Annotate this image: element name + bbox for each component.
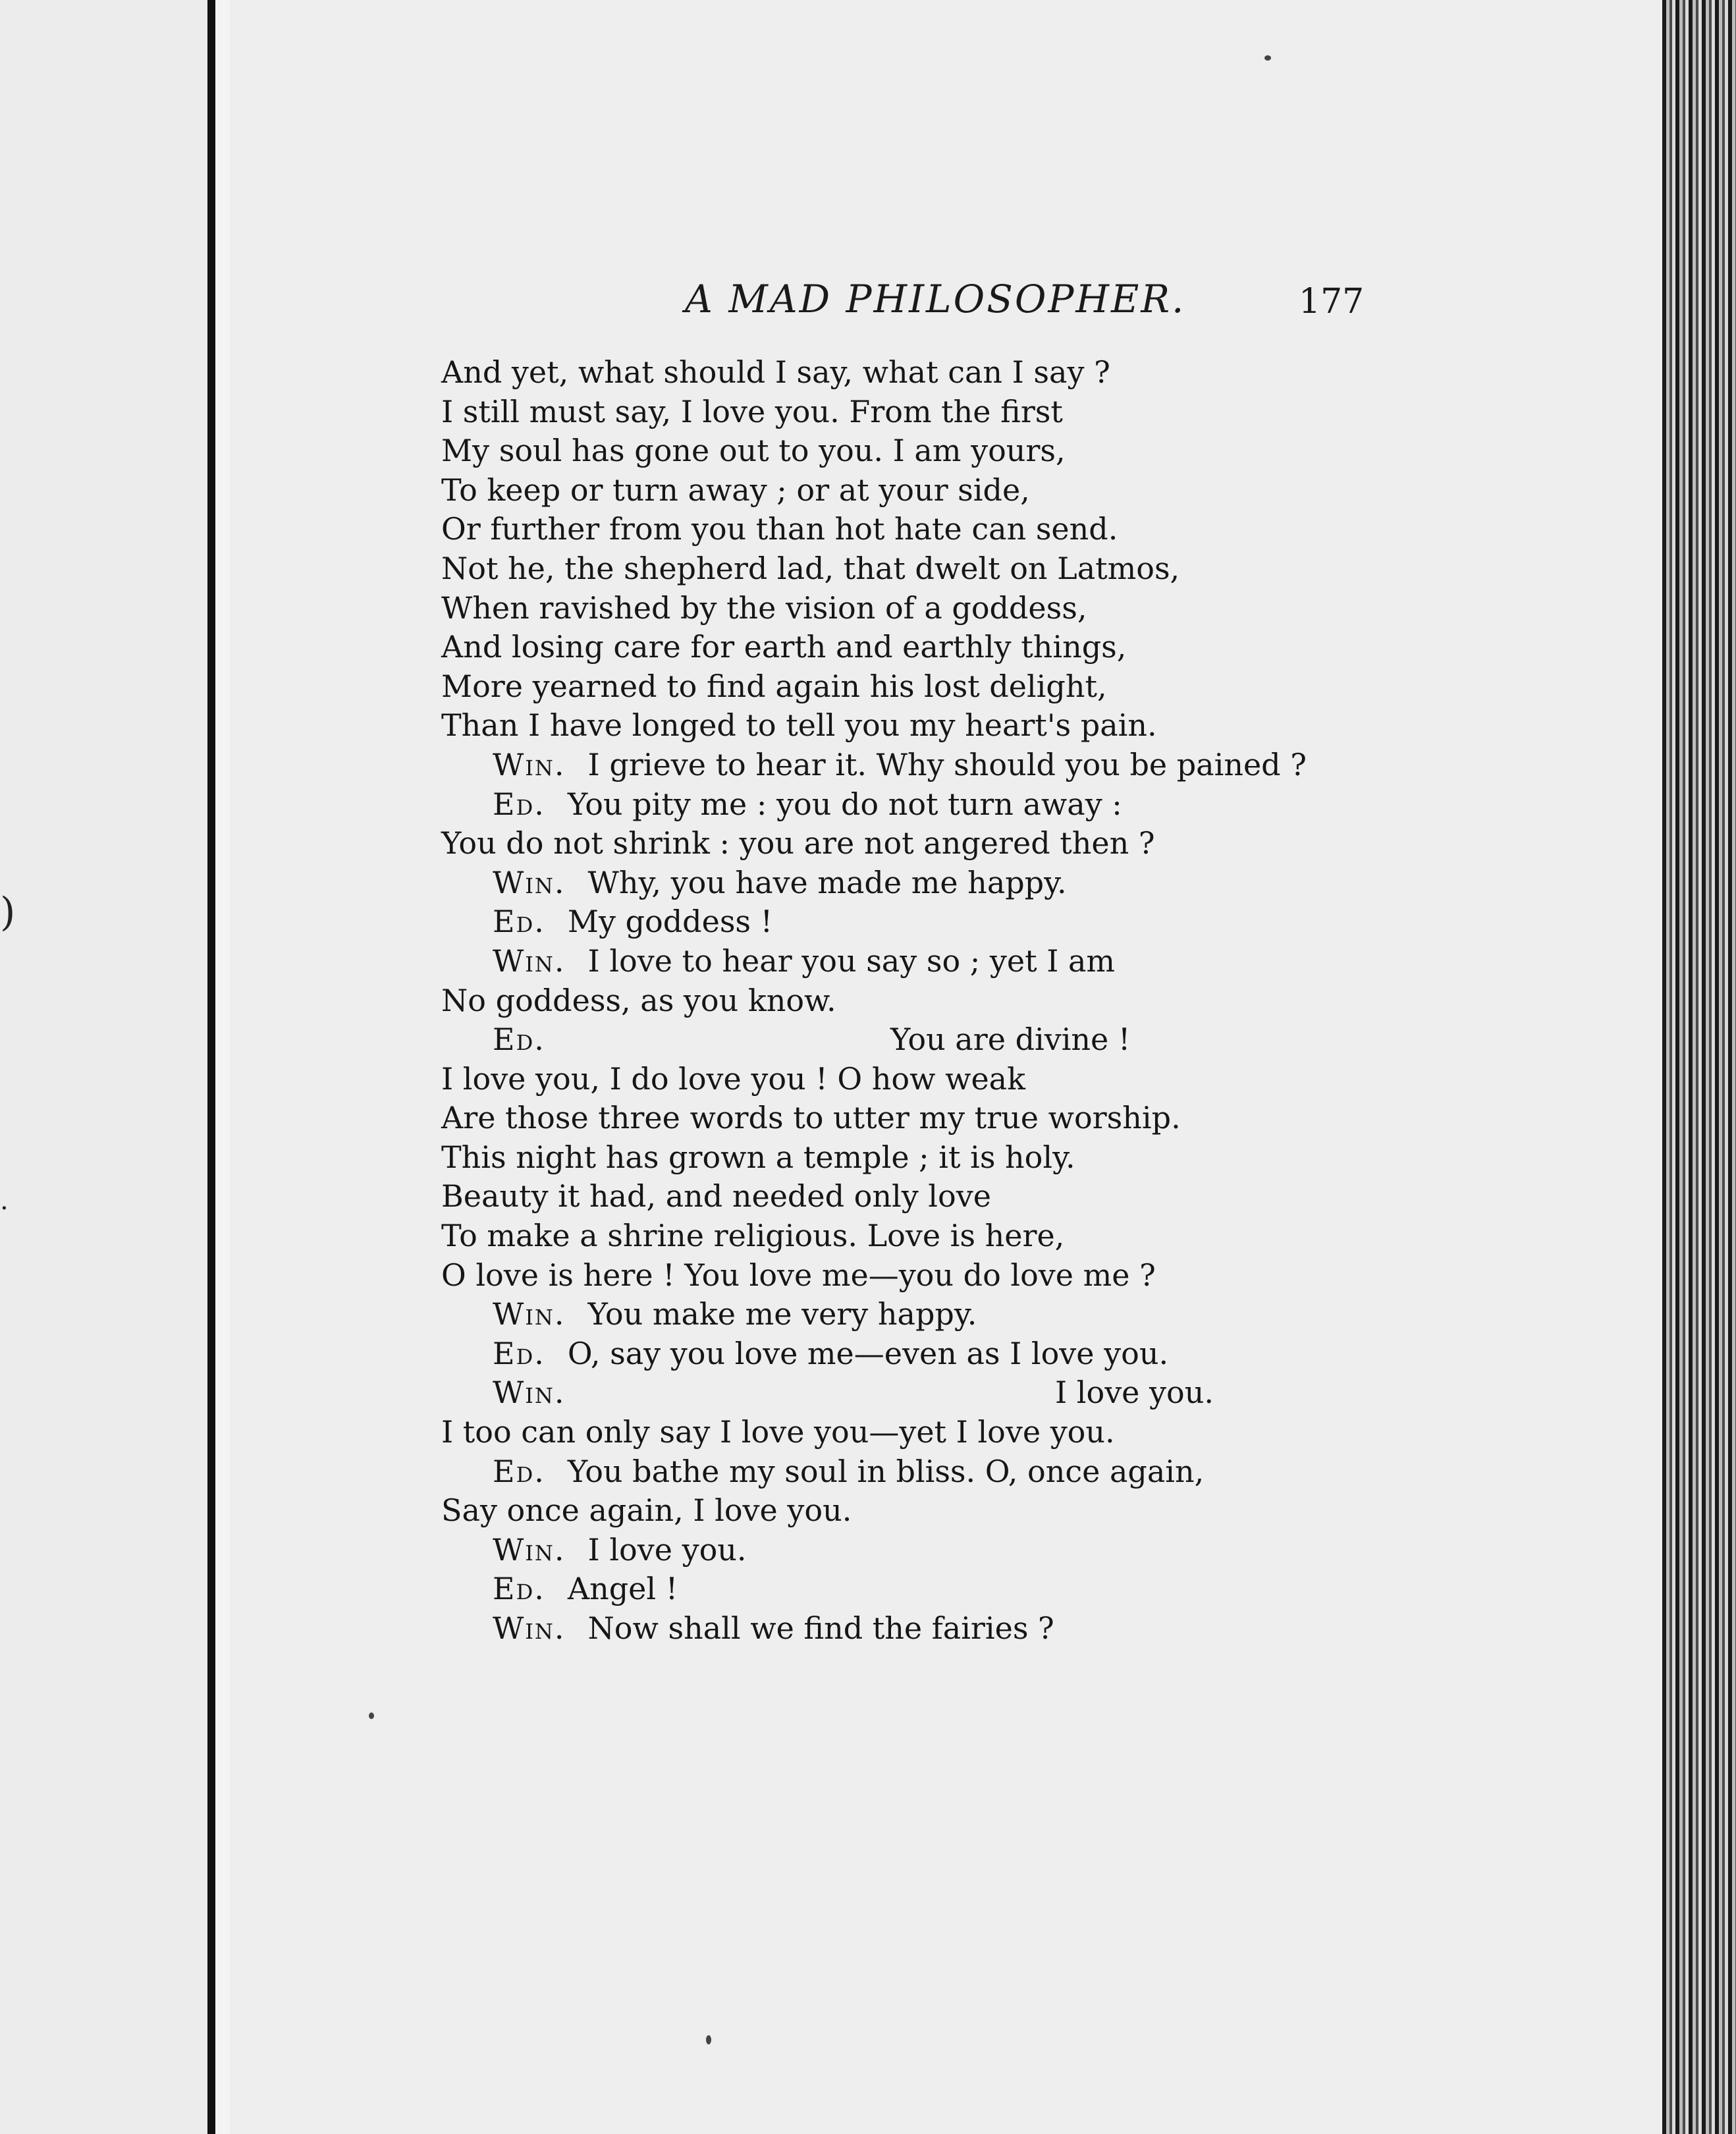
verse-line [441, 1099, 1376, 1138]
page-number: 177 [1299, 282, 1365, 321]
line-text: No goddess, as you know. [441, 982, 836, 1018]
speaker-name: Ed. [493, 1335, 545, 1371]
verse-line [441, 1413, 1376, 1452]
line-text: To make a shrine religious. Love is here, [441, 1218, 1065, 1254]
line-text: Say once again, I love you. [441, 1492, 852, 1529]
speaker-name: Win. [493, 1375, 566, 1411]
line-text: And losing care for earth and earthly things, [441, 629, 1127, 665]
verse-text [441, 353, 1376, 1649]
scan-speck [1264, 55, 1271, 61]
line-text: More yearned to find again his lost delight, [441, 668, 1107, 704]
speaker-name: Win. [493, 1610, 566, 1646]
line-text-continued: You are divine ! [890, 1022, 1131, 1058]
verse-line [441, 981, 1376, 1021]
verse-line [441, 471, 1376, 510]
line-text: Are those three words to utter my true worship. [441, 1100, 1181, 1136]
verse-line [441, 824, 1376, 863]
line-text: Now shall we find the fairies ? [587, 1610, 1054, 1646]
line-text: This night has grown a temple ; it is holy. [441, 1139, 1075, 1175]
speaker-name: Ed. [493, 1571, 545, 1607]
dialogue-line [441, 1531, 1376, 1570]
line-text: I too can only say I love you—yet I love you. [441, 1414, 1115, 1450]
verse-line [441, 393, 1376, 432]
dialogue-line [441, 1295, 1376, 1334]
scan-speck [706, 2035, 711, 2044]
gutter [215, 0, 230, 2134]
dialogue-line [441, 863, 1376, 903]
line-text: You make me very happy. [587, 1296, 977, 1332]
line-text: Why, you have made me happy. [587, 864, 1067, 900]
left-margin-dot: . [0, 1186, 9, 1216]
left-page-edge [0, 0, 215, 2134]
line-text: I love to hear you say so ; yet I am [587, 943, 1116, 979]
line-text: You bathe my soul in bliss. O, once again, [567, 1453, 1205, 1489]
verse-line [441, 510, 1376, 549]
speaker-name: Win. [493, 864, 566, 900]
speaker-name: Win. [493, 746, 566, 782]
line-text: When ravished by the vision of a goddess, [441, 589, 1087, 626]
line-text: I grieve to hear it. Why should you be pained ? [587, 746, 1307, 782]
dialogue-line [441, 902, 1376, 942]
verse-line [441, 706, 1376, 746]
verse-line [441, 589, 1376, 628]
line-text: I still must say, I love you. From the first [441, 393, 1063, 429]
line-text: You do not shrink : you are not angered then ? [441, 825, 1155, 862]
speaker-name: Win. [493, 1531, 566, 1568]
verse-line [441, 1491, 1376, 1531]
line-text: My goddess ! [567, 904, 773, 940]
dialogue-line [441, 746, 1376, 785]
verse-line [441, 1138, 1376, 1178]
line-text: I love you. [587, 1531, 747, 1568]
speaker-name: Ed. [493, 1453, 545, 1489]
line-text: O, say you love me—even as I love you. [567, 1335, 1169, 1371]
line-text: O love is here ! You love me—you do love me ? [441, 1257, 1156, 1293]
verse-line [441, 1177, 1376, 1217]
line-text: My soul has gone out to you. I am yours, [441, 433, 1066, 469]
speaker-name: Win. [493, 943, 566, 979]
left-margin-paren: ) [0, 889, 16, 935]
line-text: And yet, what should I say, what can I say ? [441, 354, 1110, 390]
speaker-name: Ed. [493, 1022, 545, 1058]
dialogue-line [441, 1373, 1376, 1413]
dialogue-line [441, 785, 1376, 825]
line-text: To keep or turn away ; or at your side, [441, 472, 1030, 508]
dialogue-line [441, 1334, 1376, 1374]
line-text: Not he, the shepherd lad, that dwelt on Latmos, [441, 550, 1180, 586]
line-text: Than I have longed to tell you my heart's pain. [441, 707, 1157, 744]
dialogue-line [441, 1609, 1376, 1649]
verse-line [441, 353, 1376, 393]
speaker-name: Ed. [493, 904, 545, 940]
scan-speck [369, 1712, 374, 1719]
speaker-name: Ed. [493, 786, 545, 822]
line-text-continued: I love you. [1055, 1375, 1214, 1411]
verse-line [441, 549, 1376, 589]
dialogue-line [441, 1020, 1376, 1060]
verse-line [441, 628, 1376, 667]
page-edges [1662, 0, 1736, 2134]
dialogue-line [441, 942, 1376, 981]
verse-line [441, 1060, 1376, 1099]
line-text: Beauty it had, and needed only love [441, 1178, 991, 1215]
running-head: A MAD PHILOSOPHER. [685, 277, 1186, 321]
verse-line [441, 1217, 1376, 1256]
line-text: You pity me : you do not turn away : [567, 786, 1122, 822]
speaker-name: Win. [493, 1296, 566, 1332]
line-text: Angel ! [567, 1571, 678, 1607]
dialogue-line [441, 1452, 1376, 1492]
verse-line [441, 431, 1376, 471]
verse-line [441, 1256, 1376, 1296]
dialogue-line [441, 1570, 1376, 1609]
verse-line [441, 667, 1376, 707]
line-text: I love you, I do love you ! O how weak [441, 1060, 1025, 1097]
line-text: Or further from you than hot hate can send. [441, 511, 1118, 547]
